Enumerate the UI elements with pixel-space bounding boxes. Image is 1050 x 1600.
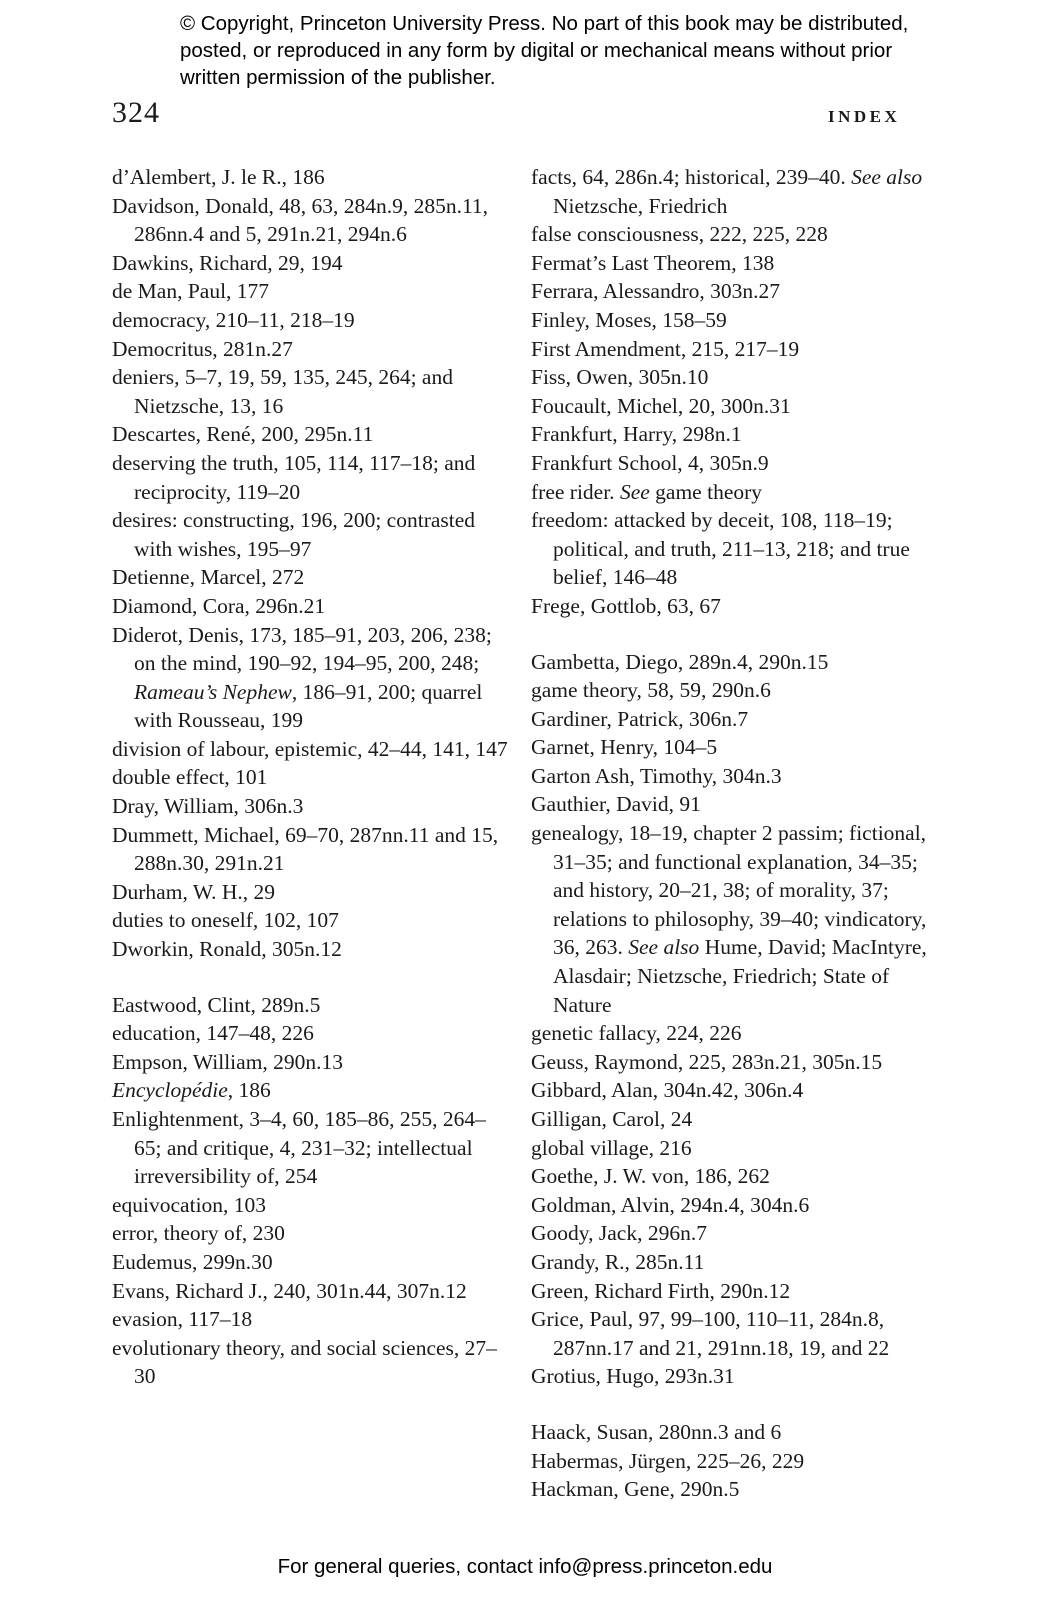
- index-entry: facts, 64, 286n.4; historical, 239–40. See also Nietzsche, Friedrich: [531, 165, 923, 218]
- index-entry: Frege, Gottlob, 63, 67: [531, 593, 721, 618]
- index-entry: Eastwood, Clint, 289n.5: [112, 992, 321, 1017]
- index-entry: Dawkins, Richard, 29, 194: [112, 250, 343, 275]
- index-entry: Goethe, J. W. von, 186, 262: [531, 1164, 770, 1189]
- index-entry: Gibbard, Alan, 304n.42, 306n.4: [531, 1078, 804, 1103]
- index-entry: genealogy, 18–19, chapter 2 passim; fictional, 31–35; and functional explanation, 34–35; and history, 20–21, 38; of morality, 37; relations to philosophy, 39–40; vindicatory, 36, 263. See also Hume, David; MacIntyre, Alasdair; Nietzsche, Friedrich; State of Nature: [531, 821, 927, 1017]
- index-entry: Garton Ash, Timothy, 304n.3: [531, 763, 782, 788]
- index-entry: Dummett, Michael, 69–70, 287nn.11 and 15, 288n.30, 291n.21: [112, 822, 499, 876]
- index-entry: false consciousness, 222, 225, 228: [531, 222, 828, 247]
- section-gap: [531, 621, 931, 648]
- index-entry: Descartes, René, 200, 295n.11: [112, 422, 374, 447]
- running-head: INDEX: [828, 107, 901, 126]
- index-entry: de Man, Paul, 177: [112, 279, 270, 304]
- index-entry: division of labour, epistemic, 42–44, 141, 147: [112, 736, 508, 761]
- index-entry: error, theory of, 230: [112, 1221, 285, 1246]
- index-entry: Frankfurt School, 4, 305n.9: [531, 450, 769, 475]
- section-gap: [531, 1391, 931, 1418]
- index-entry: democracy, 210–11, 218–19: [112, 307, 355, 332]
- index-column-left: [112, 163, 512, 1391]
- index-entry: Empson, William, 290n.13: [112, 1049, 344, 1074]
- index-entry: game theory, 58, 59, 290n.6: [531, 678, 771, 703]
- index-entry: Eudemus, 299n.30: [112, 1249, 273, 1274]
- index-entry: free rider. See game theory: [531, 479, 763, 504]
- index-entry: evolutionary theory, and social sciences, 27–30: [112, 1335, 497, 1389]
- index-entry: Haack, Susan, 280nn.3 and 6: [531, 1419, 782, 1444]
- index-entry: Green, Richard Firth, 290n.12: [531, 1278, 791, 1303]
- index-entry: Gardiner, Patrick, 306n.7: [531, 706, 749, 731]
- index-entry: Frankfurt, Harry, 298n.1: [531, 422, 742, 447]
- index-entry: Durham, W. H., 29: [112, 879, 276, 904]
- index-entry: Goldman, Alvin, 294n.4, 304n.6: [531, 1192, 810, 1217]
- index-entry: equivocation, 103: [112, 1192, 267, 1217]
- index-entry: Dray, William, 306n.3: [112, 794, 304, 819]
- page-number: 324: [112, 96, 160, 129]
- index-column-right: [531, 163, 931, 1504]
- index-entry: Hackman, Gene, 290n.5: [531, 1477, 740, 1502]
- index-entry: education, 147–48, 226: [112, 1021, 314, 1046]
- index-entry: genetic fallacy, 224, 226: [531, 1021, 742, 1046]
- index-entry: global village, 216: [531, 1135, 692, 1160]
- index-entry: Dworkin, Ronald, 305n.12: [112, 937, 342, 962]
- copyright-notice: © Copyright, Princeton University Press. No part of this book may be distributed, posted, or reproduced in any form by digital or mechanical means without prior written permission of the publisher.: [180, 12, 909, 89]
- index-entry: deniers, 5–7, 19, 59, 135, 245, 264; and Nietzsche, 13, 16: [112, 365, 453, 418]
- section-gap: [112, 964, 512, 991]
- index-entry: desires: constructing, 196, 200; contrasted with wishes, 195–97: [112, 508, 476, 561]
- footer-contact: For general queries, contact info@press.princeton.edu: [277, 1555, 773, 1578]
- index-entry: Gauthier, David, 91: [531, 792, 701, 817]
- index-entry: Fiss, Owen, 305n.10: [531, 365, 709, 390]
- index-entry: Detienne, Marcel, 272: [112, 565, 305, 590]
- index-entry: freedom: attacked by deceit, 108, 118–19; political, and truth, 211–13, 218; and true belief, 146–48: [531, 508, 910, 590]
- index-entry: Ferrara, Alessandro, 303n.27: [531, 279, 780, 304]
- index-entry: d’Alembert, J. le R., 186: [112, 165, 325, 189]
- index-entry: Diamond, Cora, 296n.21: [112, 593, 326, 618]
- index-entry: deserving the truth, 105, 114, 117–18; and reciprocity, 119–20: [112, 450, 476, 504]
- index-entry: Foucault, Michel, 20, 300n.31: [531, 393, 791, 418]
- index-entry: Enlightenment, 3–4, 60, 185–86, 255, 264–65; and critique, 4, 231–32; intellectual irreversibility of, 254: [112, 1107, 486, 1189]
- index-entry: Habermas, Jürgen, 225–26, 229: [531, 1448, 805, 1473]
- index-entry: evasion, 117–18: [112, 1307, 253, 1332]
- index-entry: Gambetta, Diego, 289n.4, 290n.15: [531, 649, 829, 674]
- index-entry: Grice, Paul, 97, 99–100, 110–11, 284n.8, 287nn.17 and 21, 291nn.18, 19, and 22: [531, 1307, 890, 1360]
- index-entry: Democritus, 281n.27: [112, 336, 293, 361]
- index-entry: Geuss, Raymond, 225, 283n.21, 305n.15: [531, 1049, 883, 1074]
- index-entry: Gilligan, Carol, 24: [531, 1107, 693, 1131]
- index-entry: Diderot, Denis, 173, 185–91, 203, 206, 238; on the mind, 190–92, 194–95, 200, 248; Rameau’s Nephew, 186–91, 200; quarrel with Rousseau, 199: [112, 622, 492, 733]
- index-entry: Grotius, Hugo, 293n.31: [531, 1364, 735, 1389]
- index-entry: Fermat’s Last Theorem, 138: [531, 250, 775, 275]
- index-entry: Grandy, R., 285n.11: [531, 1249, 705, 1274]
- index-entry: Goody, Jack, 296n.7: [531, 1221, 707, 1246]
- index-entry: Evans, Richard J., 240, 301n.44, 307n.12: [112, 1278, 467, 1303]
- index-entry: Garnet, Henry, 104–5: [531, 735, 718, 760]
- index-entry: Encyclopédie, 186: [112, 1078, 271, 1103]
- index-entry: double effect, 101: [112, 765, 268, 790]
- index-entry: duties to oneself, 102, 107: [112, 908, 339, 933]
- index-entry: Finley, Moses, 158–59: [531, 307, 727, 332]
- index-entry: First Amendment, 215, 217–19: [531, 336, 800, 361]
- index-entry: Davidson, Donald, 48, 63, 284n.9, 285n.11, 286nn.4 and 5, 291n.21, 294n.6: [112, 193, 489, 247]
